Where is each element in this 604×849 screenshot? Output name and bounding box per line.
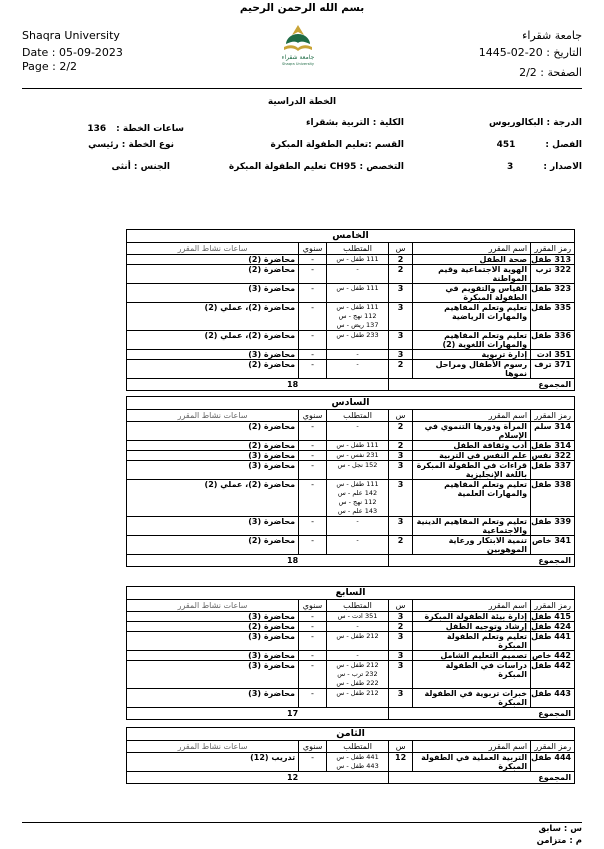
plan-hours: ساعات الخطة :136 <box>87 124 184 134</box>
course-prereq <box>327 689 389 708</box>
course-code: 322 ترب <box>531 265 575 284</box>
prereq-item: - <box>356 517 359 525</box>
course-row <box>127 350 575 360</box>
prereq-item: 232 ترب - س <box>337 670 378 678</box>
prereq-item: 111 طفل - س <box>336 284 379 292</box>
total-label: المجموع <box>389 379 575 391</box>
course-activity: محاضرة (2) <box>127 536 299 555</box>
course-year: - <box>299 284 327 303</box>
course-activity: محاضرة (2) <box>127 441 299 451</box>
column-header-activity: ساعات نشاط المقرر <box>127 243 299 255</box>
course-code: 339 طفل <box>531 517 575 536</box>
course-name: تعليم وتعلم المفاهيم الدينية والاجتماعية <box>413 517 531 536</box>
course-year: - <box>299 622 327 632</box>
course-activity: محاضرة (2)، عملي (2) <box>127 331 299 350</box>
column-header-credits: س <box>389 741 413 753</box>
course-prereq <box>327 536 389 555</box>
course-name: صحة الطفل <box>413 255 531 265</box>
print-date-en: Date : 05-09-2023 <box>22 46 123 59</box>
course-name: أدب وثقافة الطفل <box>413 441 531 451</box>
prereq-item: 111 طفل - س <box>336 255 379 263</box>
prereq-item: 111 طفل - س <box>336 303 379 311</box>
course-activity: محاضرة (3) <box>127 451 299 461</box>
course-year: - <box>299 451 327 461</box>
course-name: تعليم وتعلم المفاهيم والمهارات العلمية <box>413 480 531 517</box>
course-name: دراسات في الطفولة المبكرة <box>413 661 531 689</box>
university-name-en: Shaqra University <box>22 29 120 42</box>
course-code: 441 طفل <box>531 632 575 651</box>
course-prereq <box>327 517 389 536</box>
course-activity: محاضرة (3) <box>127 284 299 303</box>
course-row <box>127 689 575 708</box>
course-activity: محاضرة (2) <box>127 622 299 632</box>
column-header-prereq: المتطلب <box>327 410 389 422</box>
semester-table <box>126 727 575 784</box>
course-code: 337 طفل <box>531 461 575 480</box>
course-credits: 3 <box>389 451 413 461</box>
course-row <box>127 651 575 661</box>
course-year: - <box>299 632 327 651</box>
plan-type: نوع الخطة : رئيسي <box>88 140 174 150</box>
course-year: - <box>299 661 327 689</box>
course-credits: 2 <box>389 265 413 284</box>
prereq-item: 142 علم - س <box>337 489 378 497</box>
course-credits: 3 <box>389 331 413 350</box>
course-prereq <box>327 461 389 480</box>
course-name: الهوية الاجتماعية وقيم المواطنة <box>413 265 531 284</box>
course-row <box>127 461 575 480</box>
course-name: إرشاد وتوجيه الطفل <box>413 622 531 632</box>
total-credits: 12 <box>127 772 389 784</box>
course-code: 444 طفل <box>531 753 575 772</box>
page-number-ar: الصفحة : 2/2 <box>519 66 582 79</box>
course-prereq <box>327 265 389 284</box>
column-header-year: سنوي <box>299 243 327 255</box>
course-code: 351 ادت <box>531 350 575 360</box>
column-header-year: سنوي <box>299 600 327 612</box>
course-activity: محاضرة (2) <box>127 255 299 265</box>
course-row <box>127 265 575 284</box>
course-prereq <box>327 360 389 379</box>
course-activity: محاضرة (3) <box>127 350 299 360</box>
course-year: - <box>299 422 327 441</box>
course-year: - <box>299 517 327 536</box>
course-prereq <box>327 441 389 451</box>
course-activity: محاضرة (3) <box>127 612 299 622</box>
course-activity: محاضرة (3) <box>127 461 299 480</box>
course-year: - <box>299 350 327 360</box>
prereq-item: 222 طفل - س <box>336 679 379 687</box>
course-row <box>127 255 575 265</box>
page-number-en: Page : 2/2 <box>22 60 78 73</box>
course-year: - <box>299 461 327 480</box>
column-header-credits: س <box>389 600 413 612</box>
course-credits: 2 <box>389 255 413 265</box>
column-header-credits: س <box>389 243 413 255</box>
course-name: تعليم وتعلم المفاهيم والمهارات اللغوية (2) <box>413 331 531 350</box>
course-code: 314 سلم <box>531 422 575 441</box>
course-credits: 2 <box>389 622 413 632</box>
course-credits: 3 <box>389 461 413 480</box>
column-header-prereq: المتطلب <box>327 741 389 753</box>
course-activity: محاضرة (2)، عملي (2) <box>127 480 299 517</box>
course-credits: 12 <box>389 753 413 772</box>
college: الكلية : التربية بشقراء <box>305 118 404 128</box>
course-credits: 2 <box>389 422 413 441</box>
course-code: 341 خاص <box>531 536 575 555</box>
course-credits: 3 <box>389 303 413 331</box>
course-name: إدارة تربوية <box>413 350 531 360</box>
course-year: - <box>299 303 327 331</box>
column-header-code: رمز المقرر <box>531 741 575 753</box>
course-name: تنمية الابتكار ورعاية الموهوبين <box>413 536 531 555</box>
course-code: 336 طفل <box>531 331 575 350</box>
course-credits: 3 <box>389 350 413 360</box>
course-code: 322 نفس <box>531 451 575 461</box>
column-header-activity: ساعات نشاط المقرر <box>127 600 299 612</box>
course-prereq <box>327 753 389 772</box>
course-row <box>127 422 575 441</box>
course-year: - <box>299 331 327 350</box>
course-credits: 3 <box>389 661 413 689</box>
semester-table <box>126 396 575 567</box>
course-row <box>127 661 575 689</box>
course-code: 443 طفل <box>531 689 575 708</box>
total-label: المجموع <box>389 772 575 784</box>
course-year: - <box>299 441 327 451</box>
column-header-name: اسم المقرر <box>413 600 531 612</box>
course-row <box>127 480 575 517</box>
column-header-prereq: المتطلب <box>327 600 389 612</box>
course-credits: 3 <box>389 612 413 622</box>
course-credits: 3 <box>389 517 413 536</box>
prereq-item: - <box>356 536 359 544</box>
total-label: المجموع <box>389 708 575 720</box>
semester-table <box>126 586 575 720</box>
print-date-ar: التاريخ : 20-02-1445 <box>478 46 582 59</box>
total-label: المجموع <box>389 555 575 567</box>
column-header-prereq: المتطلب <box>327 243 389 255</box>
course-name: خبرات تربوية في الطفولة المبكرة <box>413 689 531 708</box>
course-code: 424 طفل <box>531 622 575 632</box>
semester-title: الثامن <box>127 728 575 741</box>
specialization: التخصص : CH95 تعليم الطفولة المبكرة <box>228 162 404 172</box>
legend-previous: س : سابق <box>538 824 582 834</box>
column-header-name: اسم المقرر <box>413 410 531 422</box>
prereq-item: - <box>356 350 359 358</box>
course-code: 415 طفل <box>531 612 575 622</box>
course-row <box>127 284 575 303</box>
course-name: المرأة ودورها التنموي في الإسلام <box>413 422 531 441</box>
course-prereq <box>327 303 389 331</box>
course-code: 335 طفل <box>531 303 575 331</box>
prereq-item: 212 طفل - س <box>336 661 379 669</box>
prereq-item: 143 علم - س <box>337 507 378 515</box>
plan-title: الخطة الدراسية <box>267 97 337 107</box>
gender: الجنس : أنثى <box>111 162 170 172</box>
course-year: - <box>299 255 327 265</box>
column-header-activity: ساعات نشاط المقرر <box>127 410 299 422</box>
course-activity: محاضرة (2)، عملي (2) <box>127 303 299 331</box>
course-credits: 3 <box>389 689 413 708</box>
course-credits: 2 <box>389 536 413 555</box>
prereq-item: 212 طفل - س <box>336 689 379 697</box>
column-header-name: اسم المقرر <box>413 243 531 255</box>
svg-text:Shaqra University: Shaqra University <box>282 62 314 66</box>
prereq-item: 112 نهج - س <box>338 312 377 320</box>
course-row <box>127 451 575 461</box>
column-header-code: رمز المقرر <box>531 600 575 612</box>
prereq-item: 441 طفل - س <box>336 753 379 761</box>
header-divider <box>22 88 582 89</box>
course-name: علم النفس في التربية <box>413 451 531 461</box>
course-code: 371 ترف <box>531 360 575 379</box>
semester-table <box>126 229 575 391</box>
course-year: - <box>299 536 327 555</box>
column-header-name: اسم المقرر <box>413 741 531 753</box>
course-code: 323 طفل <box>531 284 575 303</box>
course-activity: محاضرة (3) <box>127 689 299 708</box>
legend-concurrent: م : متزامن <box>536 836 582 846</box>
semester-title: السابع <box>127 587 575 600</box>
course-prereq <box>327 422 389 441</box>
department: القسم :تعليم الطفولة المبكرة <box>270 140 404 150</box>
prereq-item: 233 طفل - س <box>336 331 379 339</box>
course-row <box>127 612 575 622</box>
prereq-item: 231 نفس - س <box>336 451 379 459</box>
course-code: 442 خاص <box>531 651 575 661</box>
course-credits: 2 <box>389 441 413 451</box>
prereq-item: 112 نهج - س <box>338 498 377 506</box>
semester-title: الخامس <box>127 230 575 243</box>
course-name: قراءات في الطفولة المبكرة باللغة الإنجليزية <box>413 461 531 480</box>
course-row <box>127 303 575 331</box>
course-year: - <box>299 480 327 517</box>
course-prereq <box>327 284 389 303</box>
course-name: تعليم وتعلم المفاهيم والمهارات الرياضية <box>413 303 531 331</box>
semester-code: الفصل :451 <box>496 140 582 150</box>
course-row <box>127 331 575 350</box>
course-prereq <box>327 632 389 651</box>
course-name: إدارة بيئة الطفولة المبكرة <box>413 612 531 622</box>
column-header-credits: س <box>389 410 413 422</box>
course-credits: 3 <box>389 651 413 661</box>
course-activity: محاضرة (3) <box>127 517 299 536</box>
svg-text:جامعة شقراء: جامعة شقراء <box>281 54 315 61</box>
course-name: التربية العملية في الطفولة المبكرة <box>413 753 531 772</box>
course-row <box>127 441 575 451</box>
prereq-item: 152 نجل - س <box>337 461 378 469</box>
prereq-item: 351 ادت - س <box>337 612 378 620</box>
course-year: - <box>299 612 327 622</box>
column-header-activity: ساعات نشاط المقرر <box>127 741 299 753</box>
course-name: رسوم الأطفال ومراحل نموها <box>413 360 531 379</box>
prereq-item: - <box>356 622 359 630</box>
course-activity: محاضرة (2) <box>127 360 299 379</box>
course-prereq <box>327 661 389 689</box>
course-row <box>127 632 575 651</box>
course-year: - <box>299 265 327 284</box>
course-name: تصميم التعليم الشامل <box>413 651 531 661</box>
column-header-code: رمز المقرر <box>531 243 575 255</box>
prereq-item: - <box>356 265 359 273</box>
prereq-item: 137 ريض - س <box>336 321 379 329</box>
course-credits: 3 <box>389 284 413 303</box>
university-logo <box>276 22 320 66</box>
column-header-code: رمز المقرر <box>531 410 575 422</box>
course-year: - <box>299 651 327 661</box>
course-code: 442 طفل <box>531 661 575 689</box>
course-row <box>127 753 575 772</box>
course-code: 313 طفل <box>531 255 575 265</box>
column-header-year: سنوي <box>299 741 327 753</box>
course-prereq <box>327 451 389 461</box>
semester-title: السادس <box>127 397 575 410</box>
course-prereq <box>327 480 389 517</box>
total-credits: 18 <box>127 555 389 567</box>
basmala: بسم الله الرحمن الرحيم <box>239 2 365 14</box>
prereq-item: - <box>356 360 359 368</box>
course-code: 314 طفل <box>531 441 575 451</box>
course-year: - <box>299 689 327 708</box>
course-name: القياس والتقويم في الطفولة المبكرة <box>413 284 531 303</box>
degree: الدرجة : البكالوريوس <box>488 118 582 128</box>
course-activity: محاضرة (3) <box>127 661 299 689</box>
footer-divider <box>22 822 582 823</box>
prereq-item: 111 طفل - س <box>336 480 379 488</box>
course-credits: 2 <box>389 360 413 379</box>
course-prereq <box>327 350 389 360</box>
course-row <box>127 536 575 555</box>
course-prereq <box>327 331 389 350</box>
university-name-ar: جامعة شقراء <box>522 29 582 42</box>
total-credits: 18 <box>127 379 389 391</box>
course-row <box>127 360 575 379</box>
course-activity: محاضرة (3) <box>127 651 299 661</box>
prereq-item: - <box>356 651 359 659</box>
course-prereq <box>327 651 389 661</box>
course-activity: محاضرة (3) <box>127 632 299 651</box>
course-credits: 3 <box>389 480 413 517</box>
course-activity: تدريب (12) <box>127 753 299 772</box>
course-year: - <box>299 753 327 772</box>
total-credits: 17 <box>127 708 389 720</box>
course-prereq <box>327 622 389 632</box>
prereq-item: 443 طفل - س <box>336 762 379 770</box>
course-row <box>127 622 575 632</box>
course-prereq <box>327 612 389 622</box>
course-name: تعليم وتعلم الطفولة المبكرة <box>413 632 531 651</box>
column-header-year: سنوي <box>299 410 327 422</box>
course-activity: محاضرة (2) <box>127 422 299 441</box>
course-credits: 3 <box>389 632 413 651</box>
prereq-item: 111 طفل - س <box>336 441 379 449</box>
version: الاصدار :3 <box>507 162 582 172</box>
course-row <box>127 517 575 536</box>
prereq-item: 212 طفل - س <box>336 632 379 640</box>
course-activity: محاضرة (2) <box>127 265 299 284</box>
prereq-item: - <box>356 422 359 430</box>
course-code: 338 طفل <box>531 480 575 517</box>
course-prereq <box>327 255 389 265</box>
course-year: - <box>299 360 327 379</box>
